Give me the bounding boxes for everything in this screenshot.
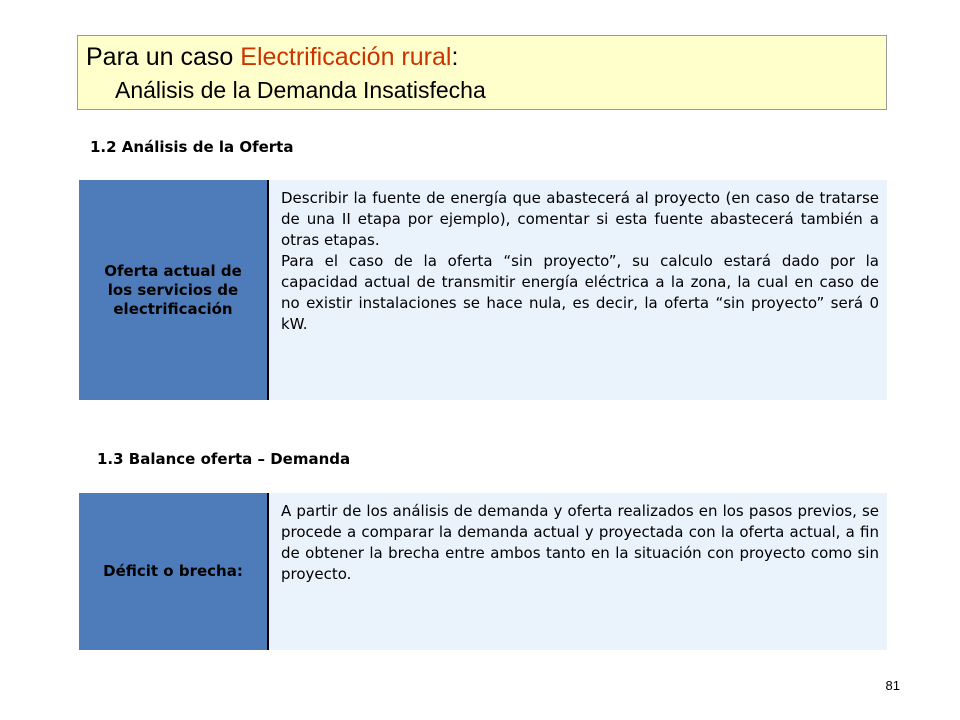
section-heading-balance: 1.3 Balance oferta – Demanda xyxy=(97,450,351,468)
section-heading-oferta: 1.2 Análisis de la Oferta xyxy=(90,138,294,156)
deficit-label: Déficit o brecha: xyxy=(103,562,243,580)
slide-subtitle: Análisis de la Demanda Insatisfecha xyxy=(115,77,486,103)
oferta-label: Oferta actual de los servicios de electrificación xyxy=(104,261,242,318)
deficit-label-cell xyxy=(79,493,269,650)
oferta-content-cell xyxy=(269,180,887,400)
title-prefix: Para un caso xyxy=(86,43,241,71)
oferta-paragraph: Para el caso de la oferta “sin proyecto”, su calculo estará dado por la capacidad actual de transmitir energía eléctrica a la zona, la cual en caso de no existir instalaciones se hace nula, es decir, la oferta “sin proyecto” será 0 kW. xyxy=(281,252,879,333)
page-number: 81 xyxy=(885,678,900,693)
deficit-content-cell xyxy=(269,493,887,650)
title-suffix: : xyxy=(451,43,459,71)
title-accent: Electrificación rural xyxy=(240,43,452,71)
deficit-paragraph: A partir de los análisis de demanda y oferta realizados en los pasos previos, se procede a comparar la demanda actual y proyectada con la oferta actual, a fin de obtener la brecha entre ambos tanto en la situación con proyecto como sin proyecto. xyxy=(281,502,879,583)
oferta-table xyxy=(79,180,887,400)
slide-title xyxy=(86,41,458,73)
slide-title-box xyxy=(77,35,887,110)
oferta-paragraph: Describir la fuente de energía que abastecerá al proyecto (en caso de tratarse de una II etapa por ejemplo), comentar si esta fuente abastecerá también a otras etapas. xyxy=(281,189,879,249)
deficit-table xyxy=(79,493,887,650)
oferta-label-cell xyxy=(79,180,269,400)
